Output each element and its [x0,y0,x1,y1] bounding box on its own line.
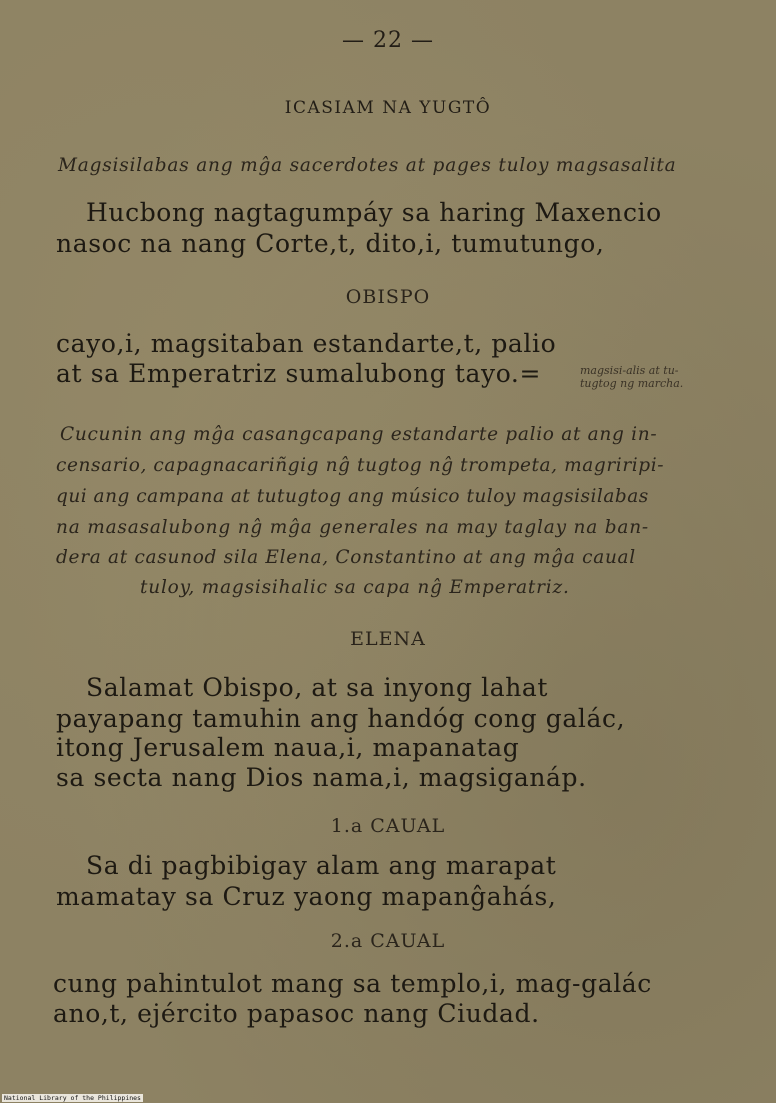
verse-line: itong Jerusalem naua,i, mapanatag [56,733,520,762]
page-number: — 22 — [342,28,434,53]
verse-line: cung pahintulot mang sa templo,i, mag-galác [53,969,652,998]
verse-line: payapang tamuhin ang handóg cong galác, [56,704,626,733]
stage-direction-line: Cucunin ang mĝa casangcapang estandarte palio at ang in- [60,424,658,445]
stage-direction-line: tuloy, magsisihalic sa capa nĝ Emperatriz. [140,577,570,598]
speaker-name: 1.a CAUAL [330,815,446,837]
speaker-name: 2.a CAUAL [330,930,446,952]
speaker-name: OBISPO [345,286,431,308]
chapter-title: ICASIAM NA YUGTÔ [284,98,492,118]
verse-text: at sa Emperatriz sumalubong tayo. [56,359,520,388]
stage-direction: Magsisilabas ang mĝa sacerdotes at pages tuloy magsasalita [58,155,677,176]
verse-line: Hucbong nagtagumpáy sa haring Maxencio [86,198,662,227]
side-note-line: tugtog ng marcha. [580,377,684,390]
verse-line: cayo,i, magsitaban estandarte,t, palio [56,329,557,358]
stage-direction-line: qui ang campana at tutugtog ang músico tuloy magsisilabas [56,486,649,507]
verse-line: nasoc na nang Corte,t, dito,i, tumutungo, [56,229,605,258]
verse-line: ano,t, ejército papasoc nang Ciudad. [53,999,540,1028]
em-dash-mark: = [519,359,542,388]
verse-line: sa secta nang Dios nama,i, magsiganáp. [56,763,587,792]
library-watermark: National Library of the Philippines [4,1094,141,1102]
verse-line [56,359,541,388]
stage-direction-line: na masasalubong nĝ mĝa generales na may taglay na ban- [56,517,649,538]
stage-direction-line: dera at casunod sila Elena, Constantino at ang mĝa caual [56,547,636,568]
speaker-name: ELENA [350,628,426,650]
side-note [580,364,683,390]
verse-line: mamatay sa Cruz yaong mapanĝahás, [56,882,557,911]
side-note-line: magsisi-alis at tu- [580,364,679,377]
stage-direction-line: censario, capagnacariñgig nĝ tugtog nĝ trompeta, magriripi- [56,455,665,476]
verse-line: Salamat Obispo, at sa inyong lahat [86,673,549,702]
verse-line: Sa di pagbibigay alam ang marapat [86,851,557,880]
